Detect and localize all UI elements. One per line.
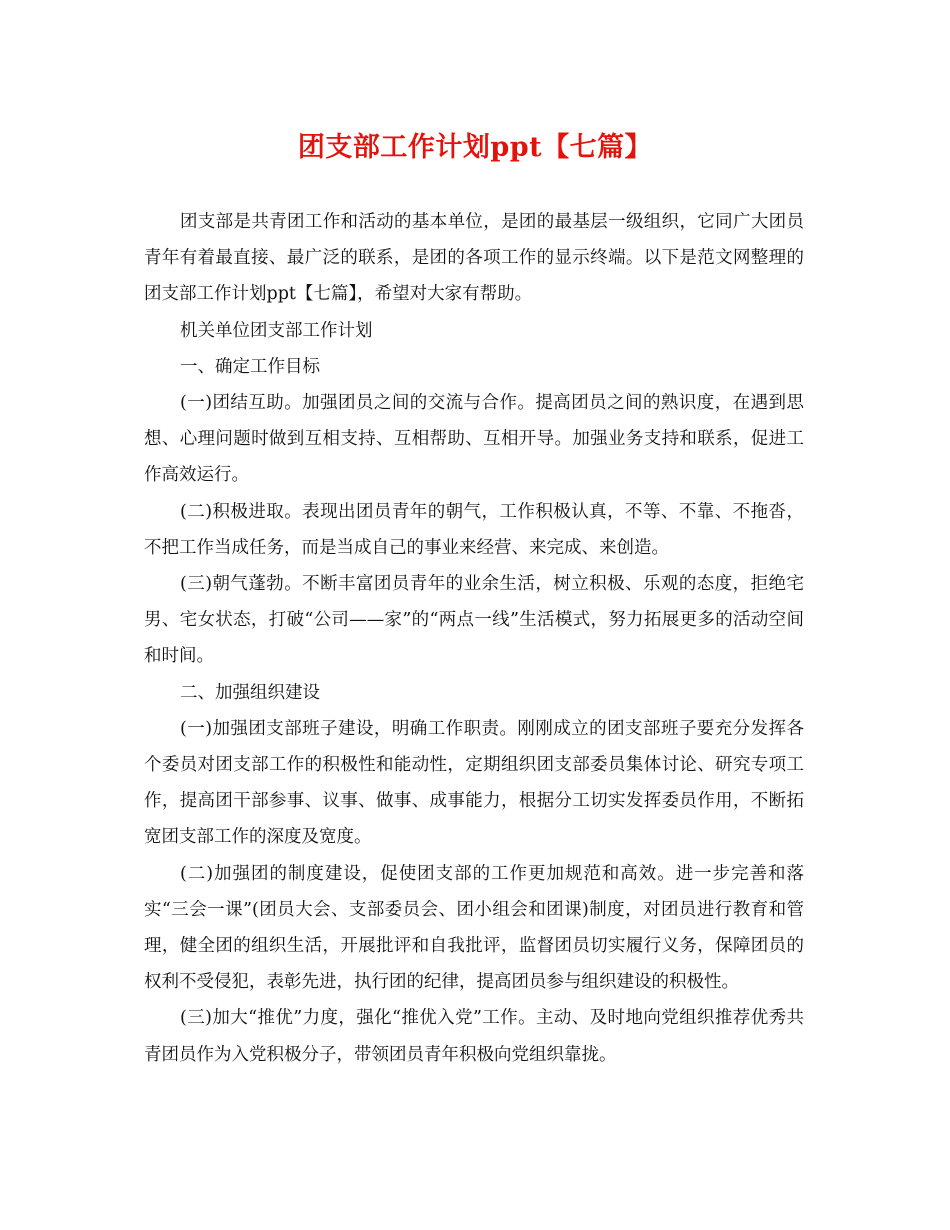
paragraph-goal-2: (二)积极进取。表现出团员青年的朝气，工作积极认真，不等、不靠、不拖沓，不把工作当成任务，而是当成自己的事业来经营、来完成、来创造。 xyxy=(144,501,804,558)
paragraph-intro: 团支部是共青团工作和活动的基本单位，是团的最基层一级组织，它同广大团员青年有着最直接、最广泛的联系，是团的各项工作的显示终端。以下是范文网整理的团支部工作计划ppt【七篇】，希望对大家有帮助。 xyxy=(144,212,804,305)
paragraph-subtitle: 机关单位团支部工作计划 xyxy=(180,320,373,341)
paragraph-org-2: (二)加强团的制度建设，促使团支部的工作更加规范和高效。进一步完善和落实“三会一课”(团员大会、支部委员会、团小组会和团课)制度，对团员进行教育和管理，健全团的组织生活，开展批评和自我批评，监督团员切实履行义务，保障团员的权利不受侵犯，表彰先进，执行团的纪律，提高团员参与组织建设的积极性。 xyxy=(144,863,804,993)
paragraph-goal-3: (三)朝气蓬勃。不断丰富团员青年的业余生活，树立积极、乐观的态度，拒绝宅男、宅女状态，打破“公司——家”的“两点一线”生活模式，努力拓展更多的活动空间和时间。 xyxy=(144,574,804,667)
document-title: 团支部工作计划ppt【七篇】 xyxy=(297,132,653,163)
paragraph-org-1: (一)加强团支部班子建设，明确工作职责。刚刚成立的团支部班子要充分发挥各个委员对团支部工作的积极性和能动性，定期组织团支部委员集体讨论、研究专项工作，提高团干部参事、议事、做事、成事能力，根据分工切实发挥委员作用，不断拓宽团支部工作的深度及宽度。 xyxy=(144,718,804,848)
section-heading-goals: 一、确定工作目标 xyxy=(180,356,320,377)
section-heading-organization: 二、加强组织建设 xyxy=(180,682,320,703)
paragraph-goal-1: (一)团结互助。加强团员之间的交流与合作。提高团员之间的熟识度，在遇到思想、心理问题时做到互相支持、互相帮助、互相开导。加强业务支持和联系，促进工作高效运行。 xyxy=(144,393,804,486)
paragraph-org-3: (三)加大“推优”力度，强化“推优入党”工作。主动、及时地向党组织推荐优秀共青团员作为入党积极分子，带领团员青年积极向党组织靠拢。 xyxy=(144,1008,804,1065)
document-body xyxy=(144,204,804,1073)
